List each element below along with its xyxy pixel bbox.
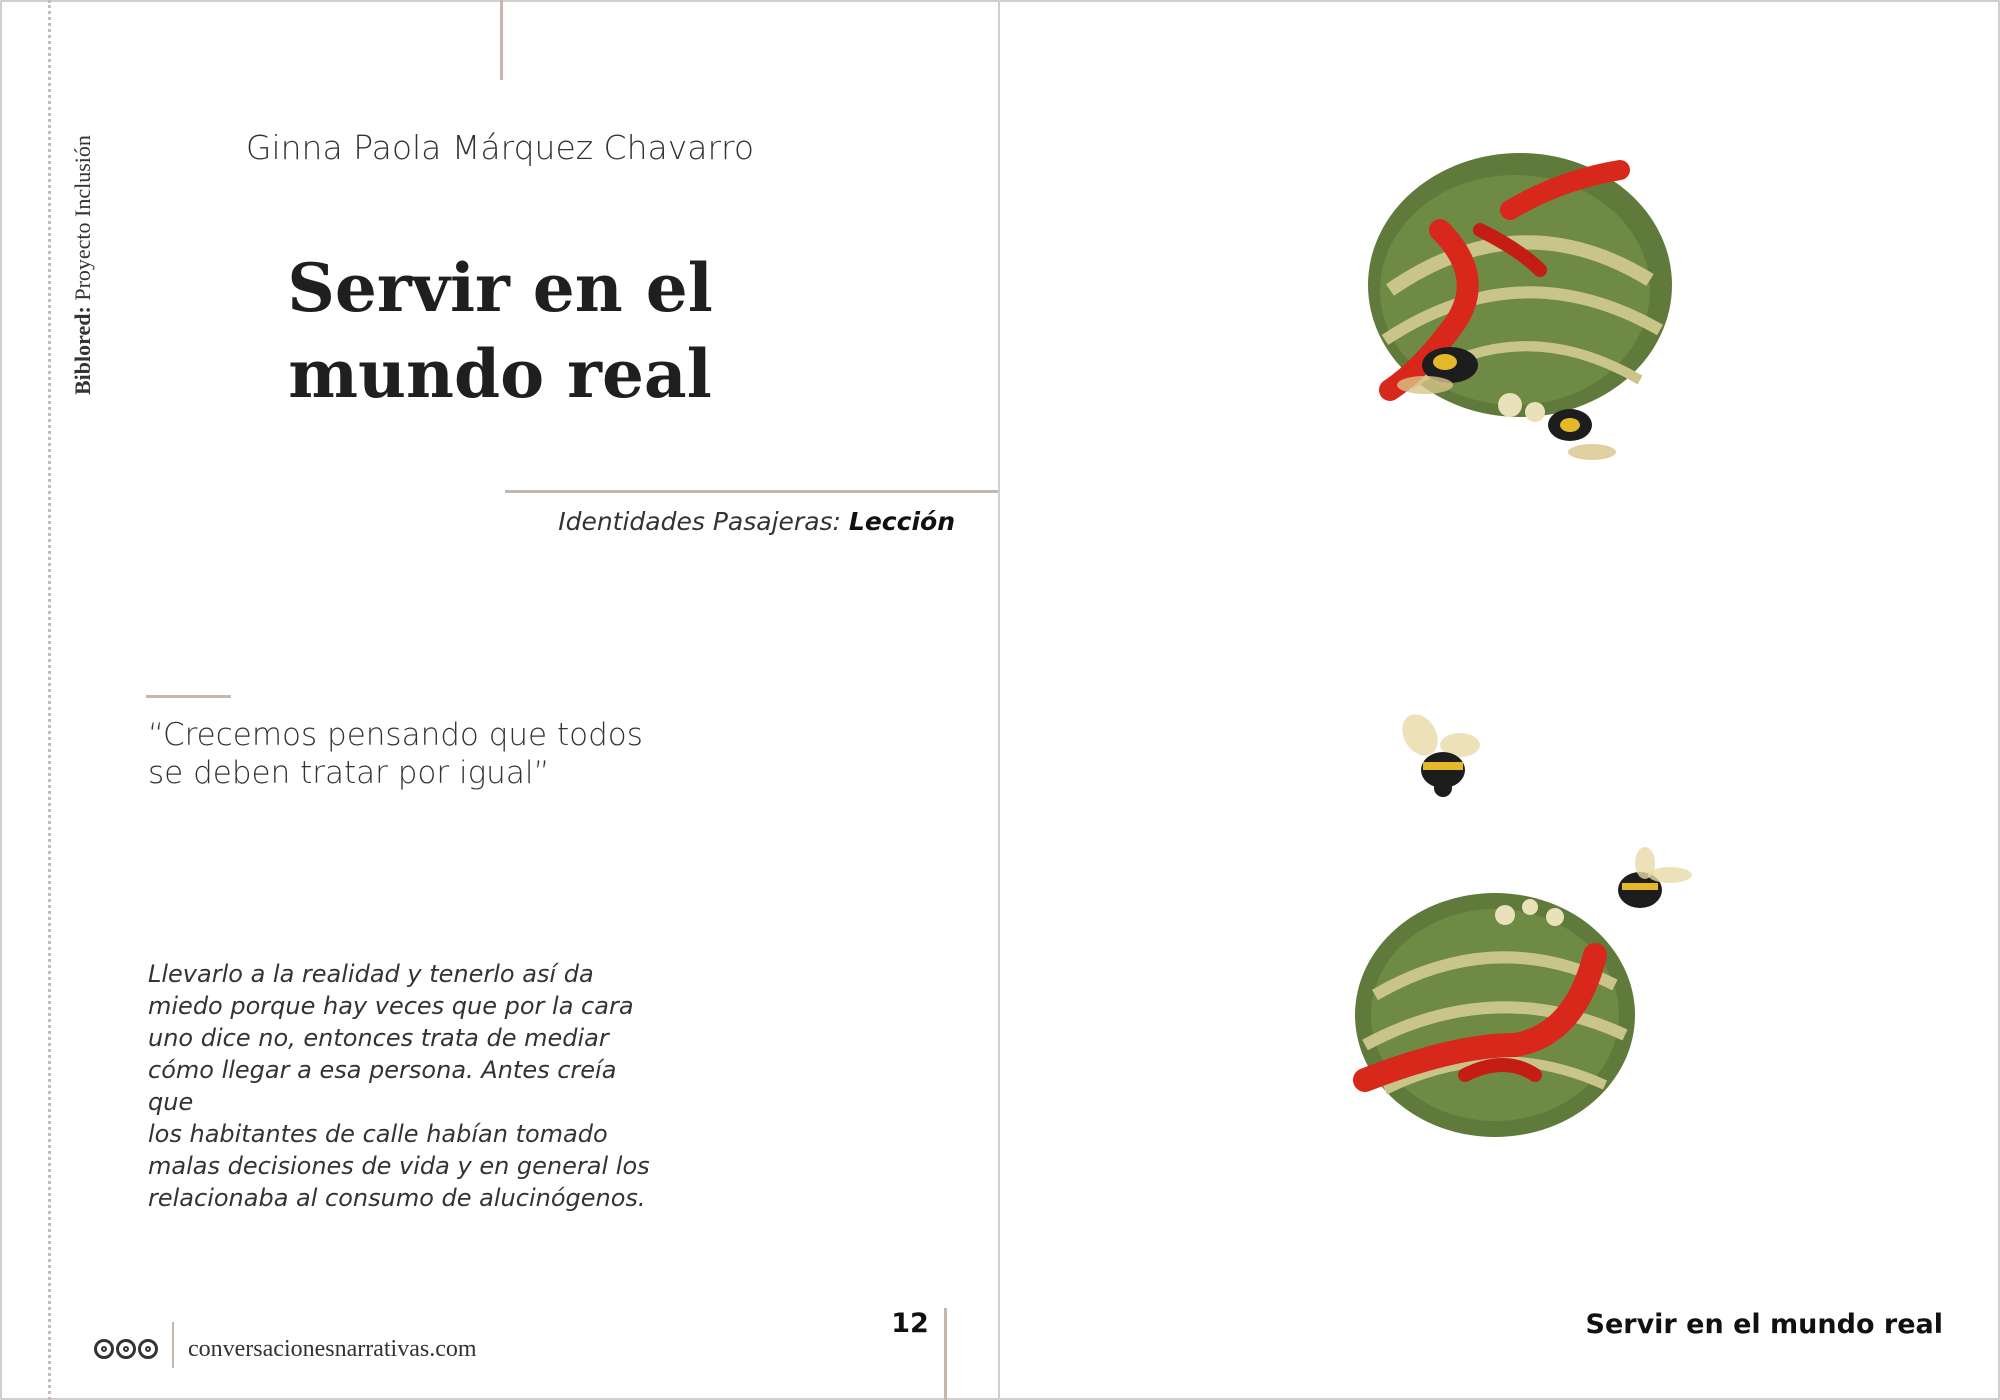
- page-number: 12: [891, 1308, 929, 1339]
- section-label: [558, 507, 955, 536]
- body-paragraph: [148, 958, 668, 1214]
- title-line-1: Servir en el: [287, 249, 713, 327]
- running-head-brand: Biblored:: [70, 306, 95, 395]
- author-name: Ginna Paola Márquez Chavarro: [245, 128, 755, 167]
- cc-license-icons: [94, 1339, 158, 1359]
- cactus-illustration-top: [1330, 140, 1710, 480]
- body-line: los habitantes de calle habían tomado: [148, 1120, 608, 1148]
- running-head-project: Proyecto Inclusión: [70, 135, 95, 301]
- body-line: Llevarlo a la realidad y tenerlo así da: [148, 960, 594, 988]
- quote-line-1: “Crecemos pensando que todos: [148, 717, 643, 753]
- body-line: uno dice no, entonces trata de mediar: [148, 1024, 609, 1052]
- cactus-illustration-bottom: [1345, 845, 1705, 1145]
- title-line-2: mundo real: [288, 335, 712, 413]
- page-number-rule: [944, 1308, 947, 1400]
- section-series: Identidades Pasajeras:: [558, 507, 841, 536]
- footer-separator: [172, 1322, 174, 1368]
- section-kind: Lección: [848, 507, 955, 536]
- page-spine: [998, 0, 1000, 1400]
- dotted-margin-line: [48, 0, 51, 1400]
- nc-icon: [138, 1339, 158, 1359]
- footer-website: conversacionesnarrativas.com: [188, 1336, 477, 1362]
- pull-quote: [148, 716, 708, 792]
- vertical-running-head: [70, 135, 96, 395]
- title-rule: [505, 490, 998, 493]
- body-line: cómo llegar a esa persona. Antes creía que: [148, 1056, 617, 1116]
- page-title: [190, 245, 810, 417]
- top-vertical-rule: [500, 0, 503, 80]
- running-footer-title: Servir en el mundo real: [1585, 1309, 1943, 1340]
- body-line: malas decisiones de vida y en general los: [148, 1152, 650, 1180]
- body-line: relacionaba al consumo de alucinógenos.: [148, 1184, 646, 1212]
- quote-line-2: se deben tratar por igual”: [148, 755, 550, 791]
- quote-rule: [146, 695, 231, 698]
- by-icon: [116, 1339, 136, 1359]
- cc-icon: [94, 1339, 114, 1359]
- bee-illustration: [1398, 710, 1488, 805]
- body-line: miedo porque hay veces que por la cara: [148, 992, 634, 1020]
